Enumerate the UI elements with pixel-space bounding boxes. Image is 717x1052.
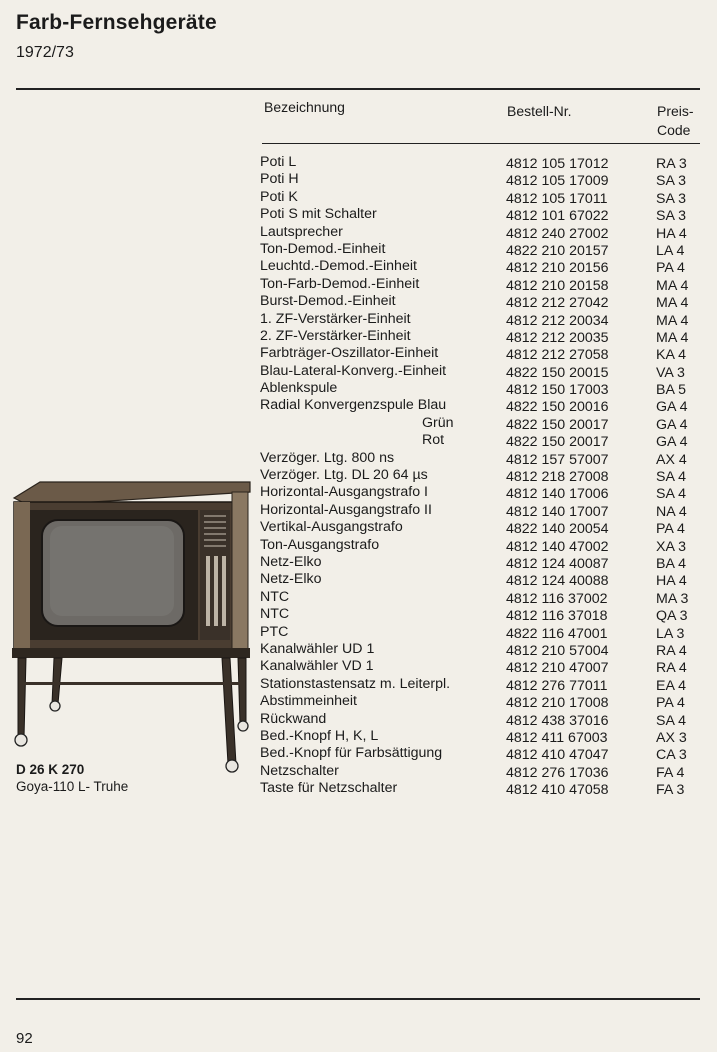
part-price-code: BA 5 — [656, 382, 686, 399]
part-order-number: 4812 411 67003 — [506, 729, 608, 746]
part-price-code: NA 4 — [656, 503, 687, 520]
price-code-label-line1: Preis- — [657, 103, 694, 119]
part-order-number: 4812 218 27008 — [506, 469, 609, 486]
part-name: Rückwand — [260, 710, 327, 727]
parts-row — [260, 763, 700, 780]
part-order-number: 4812 438 37016 — [506, 712, 609, 729]
parts-row — [260, 693, 700, 710]
part-name: Bed.-Knopf für Farbsättigung — [260, 745, 443, 762]
part-order-number: 4812 101 67022 — [506, 208, 609, 225]
part-order-number: 4812 276 77011 — [506, 677, 608, 694]
parts-row — [260, 554, 700, 571]
parts-row — [260, 328, 700, 345]
part-price-code: GA 4 — [656, 416, 688, 433]
part-order-number: 4812 210 20156 — [506, 260, 609, 277]
parts-row — [260, 311, 700, 328]
part-order-number: 4812 212 20034 — [506, 312, 609, 329]
part-price-code: LA 3 — [656, 625, 685, 642]
part-name: Horizontal-Ausgangstrafo I — [260, 484, 428, 501]
part-order-number: 4812 116 37018 — [506, 608, 608, 625]
part-order-number: 4812 116 37002 — [506, 590, 608, 607]
part-price-code: SA 4 — [656, 469, 686, 486]
part-order-number: 4812 105 17011 — [506, 190, 608, 207]
part-name: Netzschalter — [260, 762, 339, 779]
part-price-code: MA 4 — [656, 329, 689, 346]
part-price-code: SA 3 — [656, 208, 686, 225]
part-order-number: 4812 140 17006 — [506, 486, 609, 503]
parts-row — [260, 276, 700, 293]
part-order-number: 4812 410 47058 — [506, 782, 609, 799]
part-name: Leuchtd.-Demod.-Einheit — [260, 258, 417, 275]
part-order-number: 4822 150 20017 — [506, 434, 609, 451]
part-order-number: 4822 150 20017 — [506, 416, 609, 433]
part-price-code: HA 4 — [656, 573, 687, 590]
tv-cabinet-illustration — [0, 476, 252, 776]
part-name: 2. ZF-Verstärker-Einheit — [260, 327, 411, 344]
part-order-number: 4812 105 17009 — [506, 173, 609, 190]
parts-row — [260, 363, 700, 380]
bottom-rule — [16, 998, 700, 1000]
part-order-number: 4812 150 17003 — [506, 382, 609, 399]
part-name: Netz-Elko — [260, 571, 322, 588]
parts-row — [260, 745, 700, 762]
parts-row — [260, 224, 700, 241]
part-price-code: RA 3 — [656, 156, 687, 172]
part-price-code: PA 4 — [656, 521, 685, 538]
model-name: Goya-110 L- Truhe — [16, 779, 129, 794]
part-order-number: 4812 410 47047 — [506, 747, 609, 764]
parts-row — [260, 189, 700, 206]
part-name: Kanalwähler VD 1 — [260, 658, 374, 675]
parts-row — [260, 293, 700, 310]
parts-row — [260, 571, 700, 588]
part-order-number: 4812 157 57007 — [506, 451, 609, 468]
part-price-code: SA 3 — [656, 190, 686, 207]
part-name: Ton-Demod.-Einheit — [260, 240, 386, 257]
part-price-code: EA 4 — [656, 677, 686, 694]
parts-row — [260, 728, 700, 745]
part-price-code: BA 4 — [656, 555, 686, 572]
part-price-code: GA 4 — [656, 399, 688, 416]
parts-list — [260, 154, 700, 797]
parts-row — [260, 589, 700, 606]
part-name: Blau-Lateral-Konverg.-Einheit — [260, 362, 447, 379]
parts-row — [260, 154, 700, 171]
column-header-price-code — [657, 102, 694, 140]
part-order-number: 4812 124 40088 — [506, 573, 609, 590]
part-name: Horizontal-Ausgangstrafo II — [260, 501, 432, 518]
part-price-code: MA 4 — [656, 312, 689, 329]
parts-row — [260, 206, 700, 223]
part-price-code: GA 4 — [656, 434, 688, 451]
parts-row — [260, 711, 700, 728]
parts-row — [260, 537, 700, 554]
part-order-number: 4812 140 47002 — [506, 538, 609, 555]
parts-row — [260, 606, 700, 623]
parts-row — [260, 484, 700, 501]
page-number: 92 — [16, 1030, 33, 1047]
part-name: Ton-Ausgangstrafo — [260, 536, 380, 553]
part-order-number: 4812 210 20158 — [506, 277, 609, 294]
parts-row — [260, 345, 700, 362]
parts-row — [260, 171, 700, 188]
parts-row — [260, 658, 700, 675]
page-subtitle: 1972/73 — [16, 44, 74, 61]
part-name: Stationstastensatz m. Leiterpl. — [260, 675, 451, 692]
part-price-code: SA 4 — [656, 712, 686, 729]
model-code: D 26 K 270 — [16, 762, 85, 777]
part-name: Kanalwähler UD 1 — [260, 640, 375, 657]
page-title: Farb-Fernsehgeräte — [16, 11, 217, 34]
part-price-code: FA 3 — [656, 782, 685, 799]
part-price-code: XA 3 — [656, 538, 686, 555]
part-price-code: MA 4 — [656, 277, 689, 294]
price-code-label-line2: Code — [657, 122, 691, 138]
part-price-code: PA 4 — [656, 695, 685, 712]
parts-row — [260, 780, 700, 797]
part-price-code: MA 3 — [656, 590, 689, 607]
part-order-number: 4822 150 20016 — [506, 399, 609, 416]
part-name: Grün — [422, 414, 454, 431]
part-price-code: LA 4 — [656, 242, 685, 259]
part-order-number: 4812 105 17012 — [506, 156, 609, 172]
part-name: Burst-Demod.-Einheit — [260, 293, 396, 310]
parts-row — [260, 676, 700, 693]
part-order-number: 4812 212 27042 — [506, 295, 609, 312]
part-price-code: RA 4 — [656, 642, 687, 659]
parts-row — [260, 241, 700, 258]
part-order-number: 4812 276 17036 — [506, 764, 609, 781]
part-price-code: KA 4 — [656, 347, 686, 364]
part-name: Poti L — [260, 154, 297, 170]
part-name: Verzöger. Ltg. 800 ns — [260, 449, 395, 466]
part-name: Rot — [422, 432, 445, 449]
part-name: NTC — [260, 588, 290, 605]
part-order-number: 4812 124 40087 — [506, 555, 609, 572]
part-name: 1. ZF-Verstärker-Einheit — [260, 310, 411, 327]
part-order-number: 4812 210 17008 — [506, 695, 609, 712]
part-name: Vertikal-Ausgangstrafo — [260, 519, 403, 536]
column-header-name: Bezeichnung — [264, 99, 345, 115]
part-price-code: CA 3 — [656, 747, 687, 764]
parts-row — [260, 380, 700, 397]
part-name: PTC — [260, 623, 289, 640]
part-name: Netz-Elko — [260, 553, 322, 570]
parts-row — [260, 502, 700, 519]
part-order-number: 4812 210 47007 — [506, 660, 609, 677]
part-name: Verzöger. Ltg. DL 20 64 µs — [260, 467, 428, 484]
parts-row — [260, 397, 700, 414]
parts-row — [260, 467, 700, 484]
parts-row — [260, 415, 700, 432]
part-price-code: SA 3 — [656, 173, 686, 190]
part-price-code: RA 4 — [656, 660, 687, 677]
parts-row — [260, 432, 700, 449]
part-price-code: QA 3 — [656, 608, 688, 625]
part-name: Radial Konvergenzspule Blau — [260, 397, 447, 414]
parts-row — [260, 258, 700, 275]
parts-row — [260, 624, 700, 641]
part-name: Ablenkspule — [260, 380, 338, 397]
part-order-number: 4812 212 27058 — [506, 347, 609, 364]
part-price-code: AX 4 — [656, 451, 687, 468]
part-order-number: 4822 210 20157 — [506, 242, 609, 259]
part-name: Ton-Farb-Demod.-Einheit — [260, 275, 420, 292]
part-name: Poti H — [260, 171, 299, 188]
parts-row — [260, 450, 700, 467]
part-price-code: PA 4 — [656, 260, 685, 277]
part-price-code: VA 3 — [656, 364, 685, 381]
part-name: Taste für Netzschalter — [260, 780, 398, 797]
part-name: Bed.-Knopf H, K, L — [260, 727, 379, 744]
part-name: Abstimmeinheit — [260, 693, 357, 710]
part-name: Farbträger-Oszillator-Einheit — [260, 345, 439, 362]
part-price-code: AX 3 — [656, 729, 687, 746]
part-name: Poti K — [260, 188, 298, 205]
part-name: NTC — [260, 606, 290, 623]
column-header-order-number: Bestell-Nr. — [507, 103, 572, 119]
part-order-number: 4812 212 20035 — [506, 329, 609, 346]
part-order-number: 4822 140 20054 — [506, 521, 609, 538]
part-price-code: MA 4 — [656, 295, 689, 312]
part-order-number: 4812 240 27002 — [506, 225, 609, 242]
part-name: Lautsprecher — [260, 223, 343, 240]
part-order-number: 4822 150 20015 — [506, 364, 609, 381]
parts-row — [260, 641, 700, 658]
part-order-number: 4812 140 17007 — [506, 503, 609, 520]
part-order-number: 4822 116 47001 — [506, 625, 608, 642]
parts-row — [260, 519, 700, 536]
top-rule — [16, 88, 700, 90]
part-price-code: FA 4 — [656, 764, 685, 781]
part-price-code: HA 4 — [656, 225, 687, 242]
part-name: Poti S mit Schalter — [260, 206, 377, 223]
header-rule — [262, 143, 700, 144]
part-order-number: 4812 210 57004 — [506, 642, 609, 659]
part-price-code: SA 4 — [656, 486, 686, 503]
